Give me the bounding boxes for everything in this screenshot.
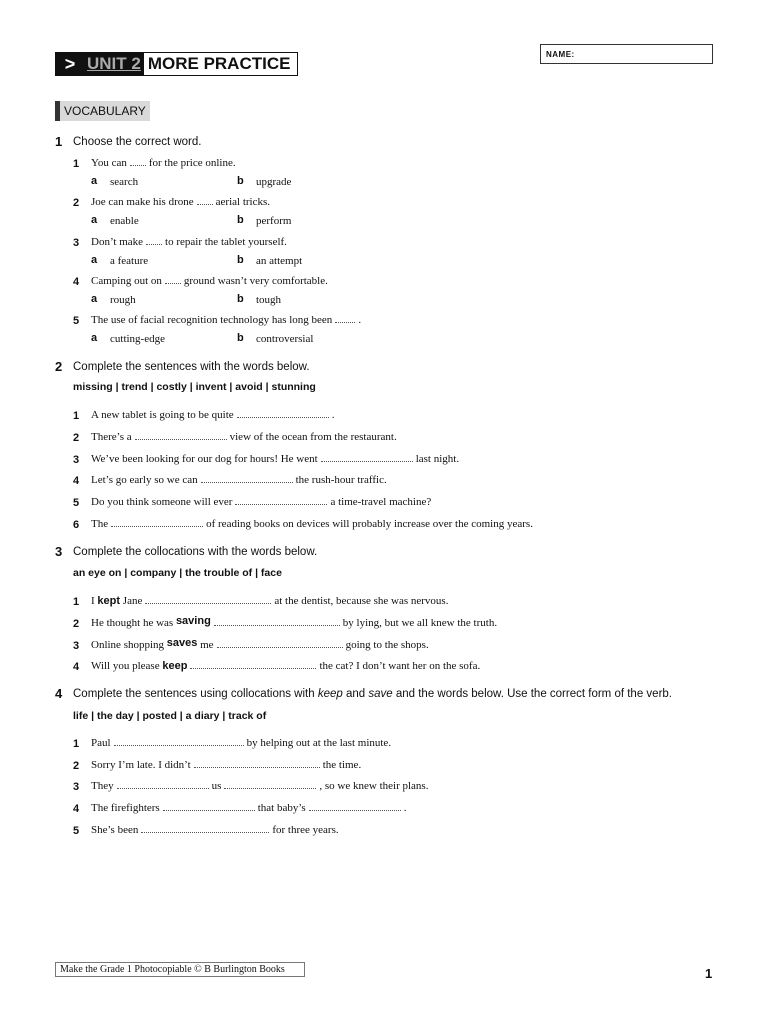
option-a: rough: [110, 294, 136, 306]
item-sentence: He thought he was saving by lying, but we all knew the truth.: [91, 615, 498, 629]
option-letter-a: a: [91, 293, 98, 305]
item-number: 2: [73, 432, 80, 444]
option-letter-a: a: [91, 332, 98, 344]
unit-number: UNIT 2: [84, 53, 144, 75]
item-sentence: The use of facial recognition technology has long been .: [91, 314, 362, 326]
item-number: 3: [73, 781, 80, 793]
option-a: search: [110, 176, 139, 188]
item-sentence: We’ve been looking for our dog for hours! He went last night.: [91, 453, 460, 465]
item-number: 3: [73, 640, 80, 652]
footer-credit: Make the Grade 1 Photocopiable © B Burlington Books: [55, 962, 305, 977]
item-sentence: A new tablet is going to be quite .: [91, 409, 335, 421]
answer-blank[interactable]: [165, 282, 181, 284]
option-letter-a: a: [91, 254, 98, 266]
exercise-instruction: Complete the collocations with the words below.: [73, 546, 318, 558]
item-number: 2: [73, 618, 80, 630]
answer-blank[interactable]: [214, 624, 340, 626]
answer-blank[interactable]: [190, 667, 316, 669]
item-sentence: She’s been for three years.: [91, 824, 339, 836]
option-a: a feature: [110, 255, 149, 267]
keyword: keep: [162, 660, 188, 672]
answer-blank[interactable]: [309, 809, 401, 811]
item-sentence: They us , so we knew their plans.: [91, 780, 429, 792]
option-letter-b: b: [237, 332, 244, 344]
item-sentence: The firefighters that baby’s .: [91, 802, 407, 814]
option-b: perform: [256, 215, 292, 227]
item-number: 3: [73, 454, 80, 466]
item-number: 2: [73, 197, 80, 209]
keyword: kept: [97, 595, 121, 607]
item-number: 4: [73, 661, 80, 673]
keyword: saves: [166, 637, 198, 649]
item-sentence: Sorry I’m late. I didn’t the time.: [91, 759, 362, 771]
item-sentence: Don’t make to repair the tablet yourself.: [91, 236, 287, 248]
exercise-number: 3: [55, 544, 63, 559]
item-number: 4: [73, 276, 80, 288]
section-tag: VOCABULARY: [55, 101, 150, 121]
answer-blank[interactable]: [335, 321, 355, 323]
option-b: upgrade: [256, 176, 292, 188]
item-number: 5: [73, 825, 80, 837]
unit-title: MORE PRACTICE: [147, 54, 291, 73]
item-sentence: I kept Jane at the dentist, because she was nervous.: [91, 595, 449, 607]
option-letter-b: b: [237, 293, 244, 305]
unit-header: [55, 52, 298, 76]
item-sentence: The of reading books on devices will probably increase over the coming years.: [91, 518, 533, 530]
item-number: 2: [73, 760, 80, 772]
arrow-icon: >: [56, 53, 84, 75]
answer-blank[interactable]: [197, 203, 213, 205]
option-b: an attempt: [256, 255, 303, 267]
item-sentence: Let’s go early so we can the rush-hour traffic.: [91, 474, 387, 486]
keyword: saving: [175, 615, 211, 627]
exercise-number: 1: [55, 134, 63, 149]
answer-blank[interactable]: [117, 787, 209, 789]
option-letter-a: a: [91, 175, 98, 187]
option-a: enable: [110, 215, 139, 227]
item-number: 5: [73, 497, 80, 509]
item-sentence: Online shopping saves me going to the shops.: [91, 637, 429, 651]
exercise-instruction: Complete the sentences using collocations with keep and save and the words below. Use the correct form of the verb.: [73, 688, 672, 700]
answer-blank[interactable]: [321, 460, 413, 462]
item-sentence: Do you think someone will ever a time-travel machine?: [91, 496, 432, 508]
item-number: 4: [73, 475, 80, 487]
option-b: controversial: [256, 333, 314, 345]
option-b: tough: [256, 294, 282, 306]
item-sentence: Joe can make his drone aerial tricks.: [91, 196, 271, 208]
item-sentence: There’s a view of the ocean from the restaurant.: [91, 431, 397, 443]
item-sentence: Will you please keep the cat? I don’t want her on the sofa.: [91, 660, 481, 672]
answer-blank[interactable]: [224, 787, 316, 789]
answer-blank[interactable]: [114, 744, 244, 746]
answer-blank[interactable]: [237, 416, 329, 418]
exercise-number: 2: [55, 359, 63, 374]
item-number: 1: [73, 158, 80, 170]
option-a: cutting-edge: [110, 333, 165, 345]
item-sentence: You can for the price online.: [91, 157, 236, 169]
name-label: NAME:: [546, 50, 575, 59]
name-field[interactable]: [540, 44, 713, 64]
exercise-instruction: Complete the sentences with the words below.: [73, 361, 310, 373]
answer-blank[interactable]: [194, 766, 320, 768]
exercise-instruction: Choose the correct word.: [73, 136, 202, 148]
word-bank: an eye on | company | the trouble of | face: [73, 567, 282, 579]
exercise-number: 4: [55, 686, 63, 701]
item-number: 1: [73, 596, 80, 608]
item-number: 6: [73, 519, 80, 531]
answer-blank[interactable]: [130, 164, 146, 166]
answer-blank[interactable]: [141, 831, 269, 833]
item-number: 4: [73, 803, 80, 815]
answer-blank[interactable]: [135, 438, 227, 440]
answer-blank[interactable]: [146, 243, 162, 245]
item-number: 1: [73, 410, 80, 422]
item-number: 1: [73, 738, 80, 750]
answer-blank[interactable]: [235, 503, 327, 505]
option-letter-b: b: [237, 254, 244, 266]
option-letter-b: b: [237, 214, 244, 226]
item-sentence: Camping out on ground wasn’t very comfortable.: [91, 275, 328, 287]
item-number: 5: [73, 315, 80, 327]
answer-blank[interactable]: [111, 525, 203, 527]
answer-blank[interactable]: [201, 481, 293, 483]
option-letter-a: a: [91, 214, 98, 226]
word-bank: missing | trend | costly | invent | avoid | stunning: [73, 381, 316, 393]
answer-blank[interactable]: [217, 646, 343, 648]
item-sentence: Paul by helping out at the last minute.: [91, 737, 392, 749]
page-number: 1: [705, 966, 713, 981]
item-number: 3: [73, 237, 80, 249]
option-letter-b: b: [237, 175, 244, 187]
answer-blank[interactable]: [163, 809, 255, 811]
answer-blank[interactable]: [145, 602, 271, 604]
word-bank: life | the day | posted | a diary | track of: [73, 710, 267, 722]
